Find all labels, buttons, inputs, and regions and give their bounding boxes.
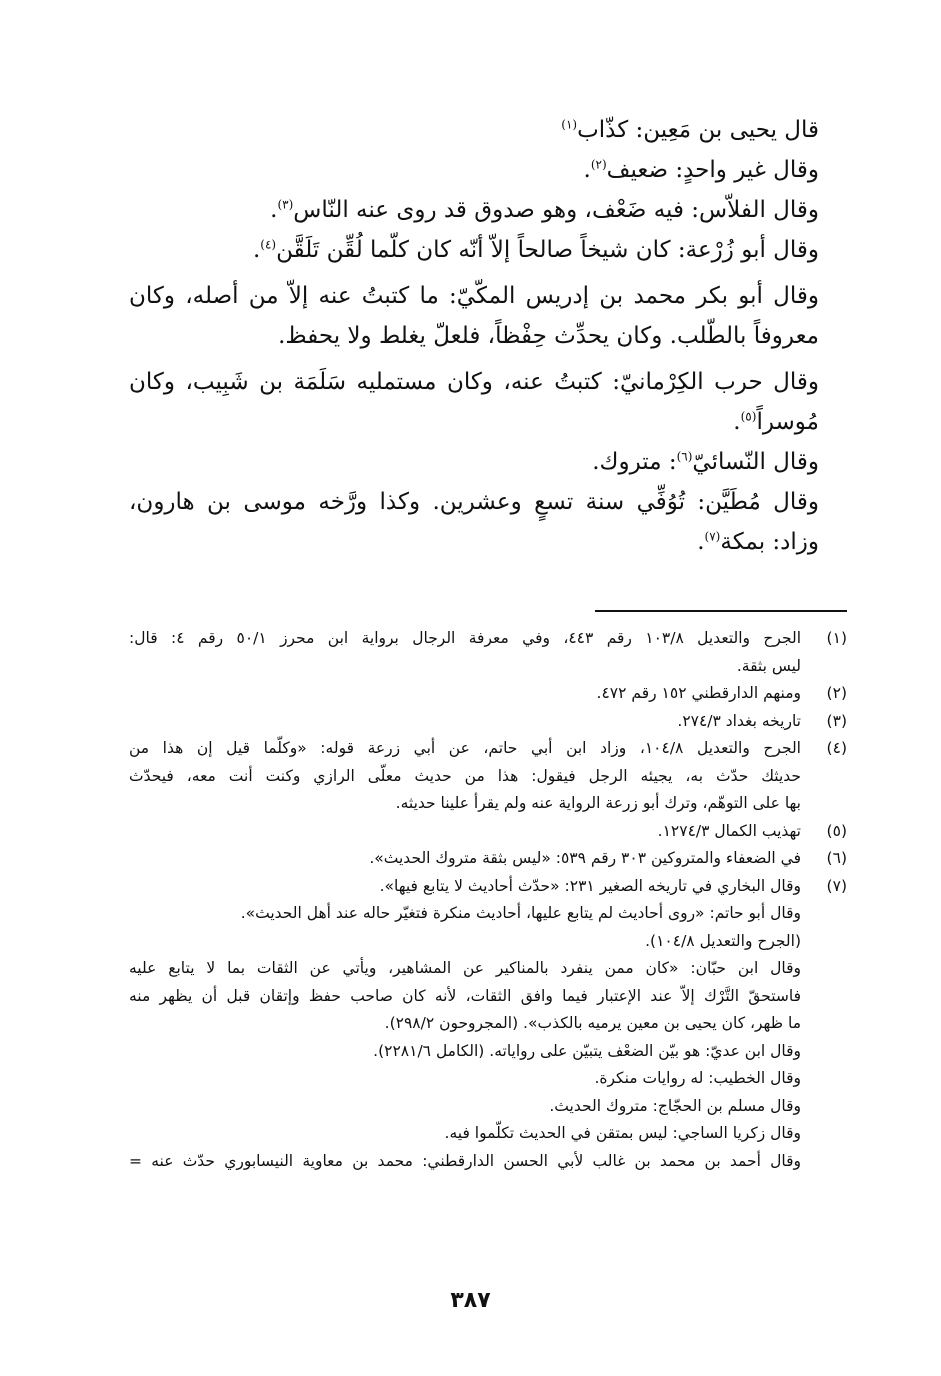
main-line-4: وقال أبو زُرْعة: كان شيخاً صالحاً إلاّ أنّه كان كلّما لُقِّن تَلَقَّن$^{(٤)}$.: [252, 237, 819, 263]
footnote-1: [129, 625, 847, 680]
main-line-11: وزاد: بمكة$^{(٧)}$.: [697, 529, 819, 555]
footnote-line: بها على التوهّم، وترك أبو زرعة الرواية عنه ولم يقرأ علينا حديثه.: [395, 794, 801, 812]
footnote-ref-3[interactable]: (٣): [277, 197, 294, 212]
footnote-6: [129, 845, 847, 873]
footnote-3: [129, 708, 847, 736]
footnote-line: وقال الخطيب: له روايات منكرة.: [594, 1069, 801, 1087]
footnote-line: ليس بثقة.: [736, 656, 801, 675]
main-line-1: قال يحيى بن مَعِين: كذّاب$^{(١)}$: [561, 117, 819, 143]
footnote-line: ومنهم الدارقطني ١٥٢ رقم ٤٧٢.: [596, 684, 801, 702]
main-text: [129, 110, 819, 562]
footnote-line: تاريخه بغداد ٢٧٤/٣.: [677, 711, 801, 730]
main-line-2: وقال غير واحدٍ: ضعيف$^{(٢)}$.: [583, 157, 819, 183]
footnote-line: وقال ابن حبّان: «كان ممن ينفرد بالمناكير عن المشاهير، ويأتي عن الثقات بما لا يتابع عليه: [129, 959, 801, 977]
footnote-7: [129, 873, 847, 1176]
main-line-5: وقال أبو بكر محمد بن إدريس المكّيّ: ما كتبتُ عنه إلاّ من أصله، وكان: [129, 283, 819, 309]
footnote-line: ما ظهر، كان يحيى بن معين يرميه بالكذب». (المجروحون ٢٩٨/٢).: [384, 1014, 801, 1032]
footnote-line: تهذيب الكمال ١٢٧٤/٣.: [657, 821, 801, 840]
main-line-10: وقال مُطَيَّن: تُوُفِّي سنة تسعٍ وعشرين. وكذا ورَّخه موسى بن هارون،: [129, 489, 819, 515]
footnote-line: في الضعفاء والمتروكين ٣٠٣ رقم ٥٣٩: «ليس بثقة متروك الحديث».: [369, 849, 801, 867]
footnote-line: الجرح والتعديل ١٠٤/٨، وزاد ابن أبي حاتم، عن أبي زرعة قوله: «وكلّما قيل إن هذا من: [129, 739, 801, 757]
footnote-2: [129, 680, 847, 708]
footnote-line: وقال زكريا الساجي: ليس بمتقن في الحديث تكلّموا فيه.: [444, 1124, 801, 1142]
footnote-number: (٥): [826, 821, 847, 840]
footnote-line: الجرح والتعديل ١٠٣/٨ رقم ٤٤٣، وفي معرفة الرجال برواية ابن محرز ٥٠/١ رقم ٤: قال:: [129, 629, 801, 647]
footnote-5: [129, 818, 847, 846]
footnote-4: [129, 735, 847, 818]
footnote-number: (٦): [826, 849, 847, 867]
main-line-7: وقال حرب الكِرْمانيّ: كتبتُ عنه، وكان مستمليه سَلَمَة بن شَبِيب، وكان: [129, 369, 819, 395]
main-line-8: مُوسراً$^{(٥)}$.: [733, 409, 819, 435]
main-line-6: معروفاً بالطّلب. وكان يحدِّث حِفْظاً، فلعلّ يغلط ولا يحفظ.: [278, 323, 819, 349]
footnote-ref-7[interactable]: (٧): [704, 529, 721, 544]
footnote-ref-6[interactable]: (٦): [676, 449, 693, 464]
footnote-number: (٢): [826, 684, 847, 702]
footnote-ref-4[interactable]: (٤): [260, 237, 277, 252]
footnote-ref-2[interactable]: (٢): [590, 157, 607, 172]
footnote-number: (٧): [826, 876, 847, 895]
footnote-ref-1[interactable]: (١): [561, 117, 578, 132]
main-line-9: وقال النّسائيّ$^{(٦)}$: متروك.: [592, 449, 819, 475]
footnote-line: وقال البخاري في تاريخه الصغير ٢٣١: «حدّث أحاديث لا يتابع فيها».: [379, 876, 801, 895]
footnote-line: (الجرح والتعديل ١٠٤/٨).: [645, 931, 801, 950]
footnote-number: (٤): [826, 739, 847, 757]
footnote-line: حديثك حدّث به، يجيئه الرجل فيقول: هذا من حديث معلّى الرازي وكنت أنت معه، فيحدّث: [129, 766, 801, 785]
footnote-line: وقال ابن عديّ: هو بيّن الضعْف يتبيّن على رواياته. (الكامل ٢٢٨١/٦).: [373, 1041, 801, 1060]
main-line-3: وقال الفلاّس: فيه ضَعْف، وهو صدوق قد روى عنه النّاس$^{(٣)}$.: [270, 197, 819, 223]
footnote-line: فاستحقّ التَّرْك إلاّ عند الإعتبار فيما وافق الثقات، لأنه كان صاحب حفظ وإتقان قبل أن يظهر منه: [129, 986, 801, 1005]
page-number: ٣٨٧: [450, 1288, 491, 1313]
footnote-number: (١): [826, 629, 847, 647]
footnotes: [129, 625, 847, 1175]
footnote-separator: [595, 610, 847, 612]
footnote-line: وقال أحمد بن محمد بن غالب لأبي الحسن الدارقطني: محمد بن معاوية النيسابوري حدّث عنه =: [129, 1151, 801, 1170]
footnote-line: وقال مسلم بن الحجّاج: متروك الحديث.: [549, 1096, 801, 1115]
footnote-number: (٣): [826, 711, 847, 730]
footnote-line: وقال أبو حاتم: «روى أحاديث لم يتابع عليها، أحاديث منكرة فتغيّر حاله عند أهل الحديث».: [240, 904, 801, 922]
footnote-ref-5[interactable]: (٥): [740, 409, 757, 424]
